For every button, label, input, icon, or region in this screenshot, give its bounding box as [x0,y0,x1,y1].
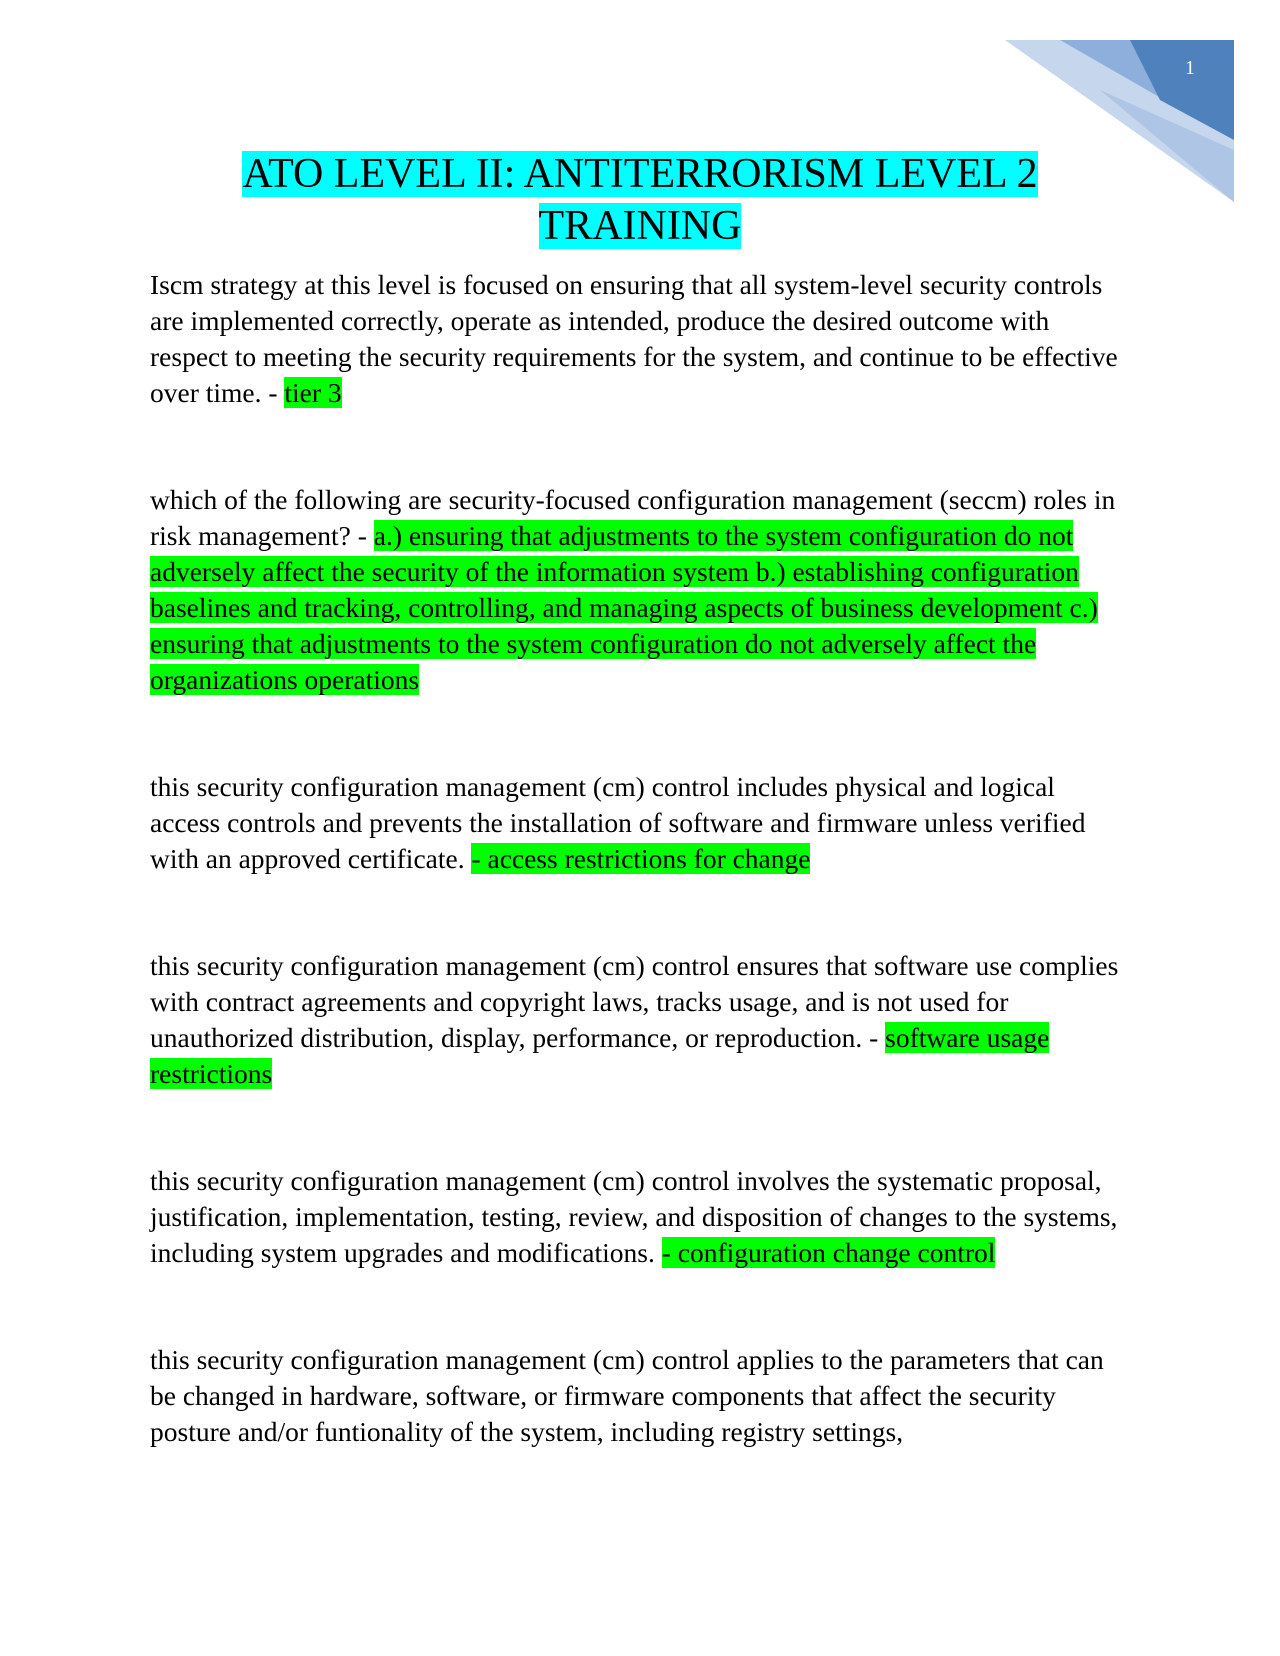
answer-highlight: software usage restrictions [150,1022,1050,1089]
qa-item-5 [150,1163,1130,1271]
question-text: this security configuration management (cm) control involves the systematic proposal, justification, implementation, testing, review, and disposition of changes to the systems, including system upgrades and modifications. [150,1165,1118,1268]
page-number: 1 [1185,57,1195,79]
answer-highlight: tier 3 [284,377,342,408]
question-text: this security configuration management (cm) control includes physical and logical access controls and prevents the installation of software and firmware unless verified with an approved certificate. [150,771,1086,874]
qa-list [150,267,1130,1521]
qa-item-2 [150,482,1130,698]
question-text: Iscm strategy at this level is focused on ensuring that all system-level security controls are implemented correctly, operate as intended, produce the desired outcome with respect to meeting the security requirements for the system, and continue to be effective over time. - [150,269,1118,408]
question-text: this security configuration management (cm) control ensures that software use complies with contract agreements and copyright laws, tracks usage, and is not used for unauthorized distribution, display, performance, or reproduction. - [150,950,1119,1053]
page-title-line2: TRAINING [538,203,742,249]
qa-item-6 [150,1342,1130,1450]
answer-highlight: a.) ensuring that adjustments to the system configuration do not adversely affect the security of the information system b.) establishing configuration baselines and tracking, controlling, and managing aspects of business development c.) ensuring that adjustments to the system configuration do not adversely affect the organizations operations [150,520,1098,695]
question-text: which of the following are security-focused configuration management (seccm) roles in risk management? - [150,484,1116,551]
qa-item-4 [150,948,1130,1092]
question-text: this security configuration management (cm) control applies to the parameters that can be changed in hardware, software, or firmware components that affect the security posture and/or funtionality of the system, including registry settings, [150,1344,1104,1447]
answer-highlight: - access restrictions for change [471,843,811,874]
answer-highlight: - configuration change control [661,1237,996,1268]
page-title-line1: ATO LEVEL II: ANTITERRORISM LEVEL 2 [242,151,1038,197]
page-title [150,148,1130,252]
qa-item-3 [150,769,1130,877]
qa-item-1 [150,267,1130,411]
